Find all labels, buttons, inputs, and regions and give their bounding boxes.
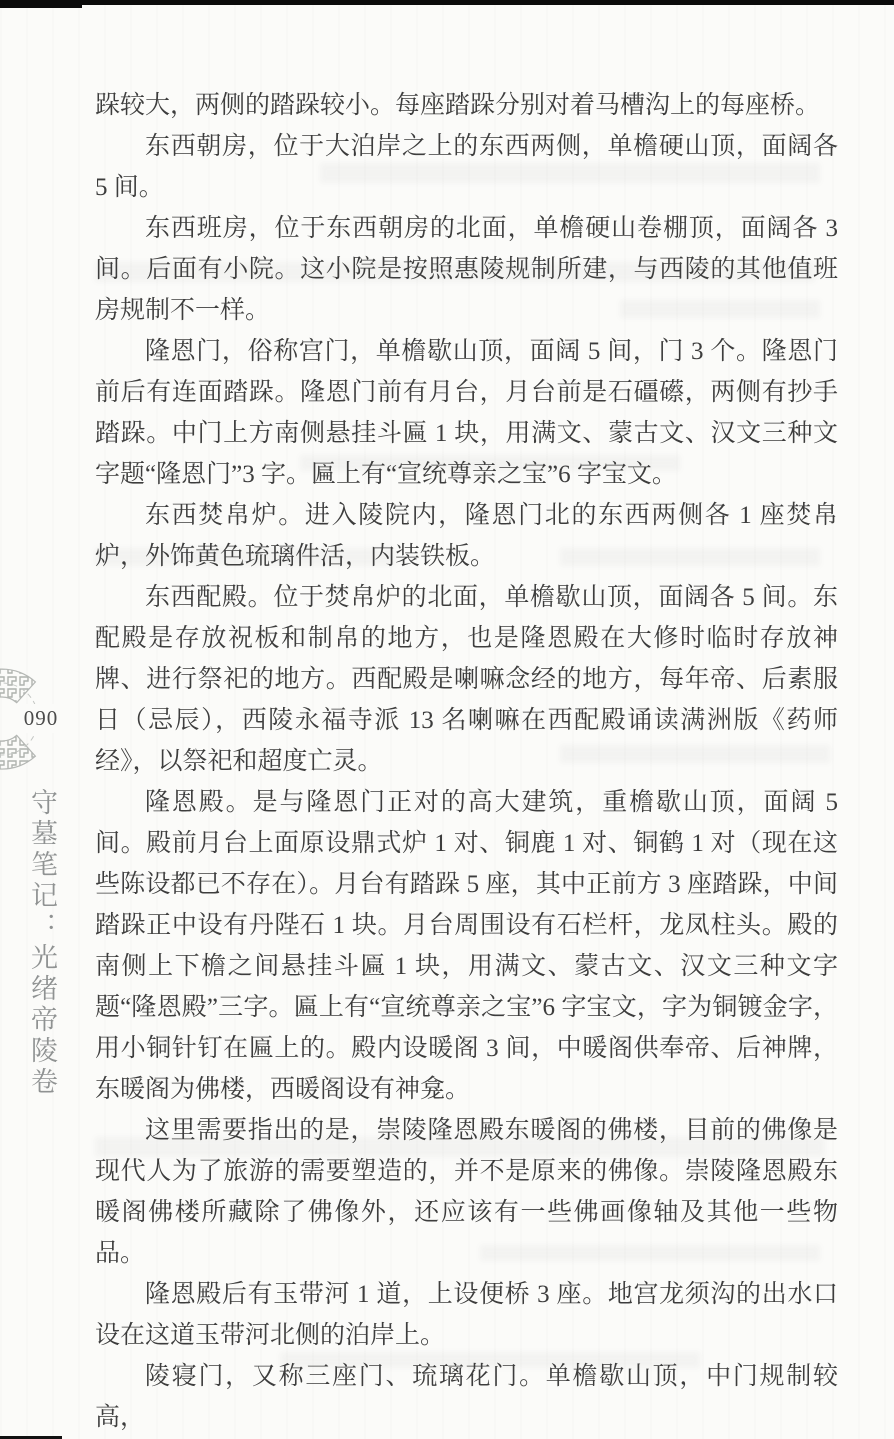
- scan-edge-top-left: [0, 0, 82, 8]
- paragraph: 东西班房，位于东西朝房的北面，单檐硬山卷棚顶，面阔各 3 间。后面有小院。这小院是按照惠陵规制所建，与西陵的其他值班房规制不一样。: [95, 215, 838, 324]
- paragraph: 东西朝房，位于大泊岸之上的东西两侧，单檐硬山顶，面阔各 5 间。: [95, 133, 838, 201]
- paragraph: 东西配殿。位于焚帛炉的北面，单檐歇山顶，面阔各 5 间。东配殿是存放祝板和制帛的地方，也是隆恩殿在大修时临时存放神牌、进行祭祀的地方。西配殿是喇嘛念经的地方，每年帝、后素服日（忌辰），西陵永福寺派 13 名喇嘛在西配殿诵读满洲版《药师经》，以祭祀和超度亡灵。: [95, 584, 838, 775]
- scan-edge-top: [0, 0, 894, 5]
- paragraph: 这里需要指出的是，崇陵隆恩殿东暖阁的佛楼，目前的佛像是现代人为了旅游的需要塑造的，并不是原来的佛像。崇陵隆恩殿东暖阁佛楼所藏除了佛像外，还应该有一些佛画像轴及其他一些物品。: [95, 1117, 838, 1267]
- paragraph: 跺较大，两侧的踏跺较小。每座踏跺分别对着马槽沟上的每座桥。: [95, 92, 821, 119]
- page-number: 090: [18, 704, 64, 733]
- paragraph: 隆恩殿后有玉带河 1 道，上设便桥 3 座。地宫龙须沟的出水口设在这道玉带河北侧的泊岸上。: [95, 1281, 838, 1349]
- paragraph: 隆恩殿。是与隆恩门正对的高大建筑，重檐歇山顶，面阔 5 间。殿前月台上面原设鼎式炉 1 对、铜鹿 1 对、铜鹤 1 对（现在这些陈设都已不存在）。月台有踏跺 5 座，其中正前方 3 座踏跺，中间踏跺正中设有丹陛石 1 块。月台周围设有石栏杆，龙凤柱头。殿的南侧上下檐之间悬挂斗匾 1 块，用满文、蒙古文、汉文三种文字题“隆恩殿”三字。匾上有“宣统尊亲之宝”6 字宝文，字为铜镀金字，用小铜针钉在匾上的。殿内设暖阁 3 间，中暖阁供奉帝、后神牌，东暖阁为佛楼，西暖阁设有神龛。: [95, 789, 838, 1103]
- paragraph: 隆恩门，俗称宫门，单檐歇山顶，面阔 5 间，门 3 个。隆恩门前后有连面踏跺。隆恩门前有月台，月台前是石礓礤，两侧有抄手踏跺。中门上方南侧悬挂斗匾 1 块，用满文、蒙古文、汉文三种文字题“隆恩门”3 字。匾上有“宣统尊亲之宝”6 字宝文。: [95, 338, 838, 488]
- paragraph: 东西焚帛炉。进入陵院内，隆恩门北的东西两侧各 1 座焚帛炉，外饰黄色琉璃件活，内装铁板。: [95, 502, 838, 570]
- paragraph: 陵寝门，又称三座门、琉璃花门。单檐歇山顶，中门规制较高，: [95, 1363, 838, 1431]
- text-block: [95, 85, 838, 1438]
- spine-title: 守墓笔记：光绪帝陵卷: [26, 788, 57, 1098]
